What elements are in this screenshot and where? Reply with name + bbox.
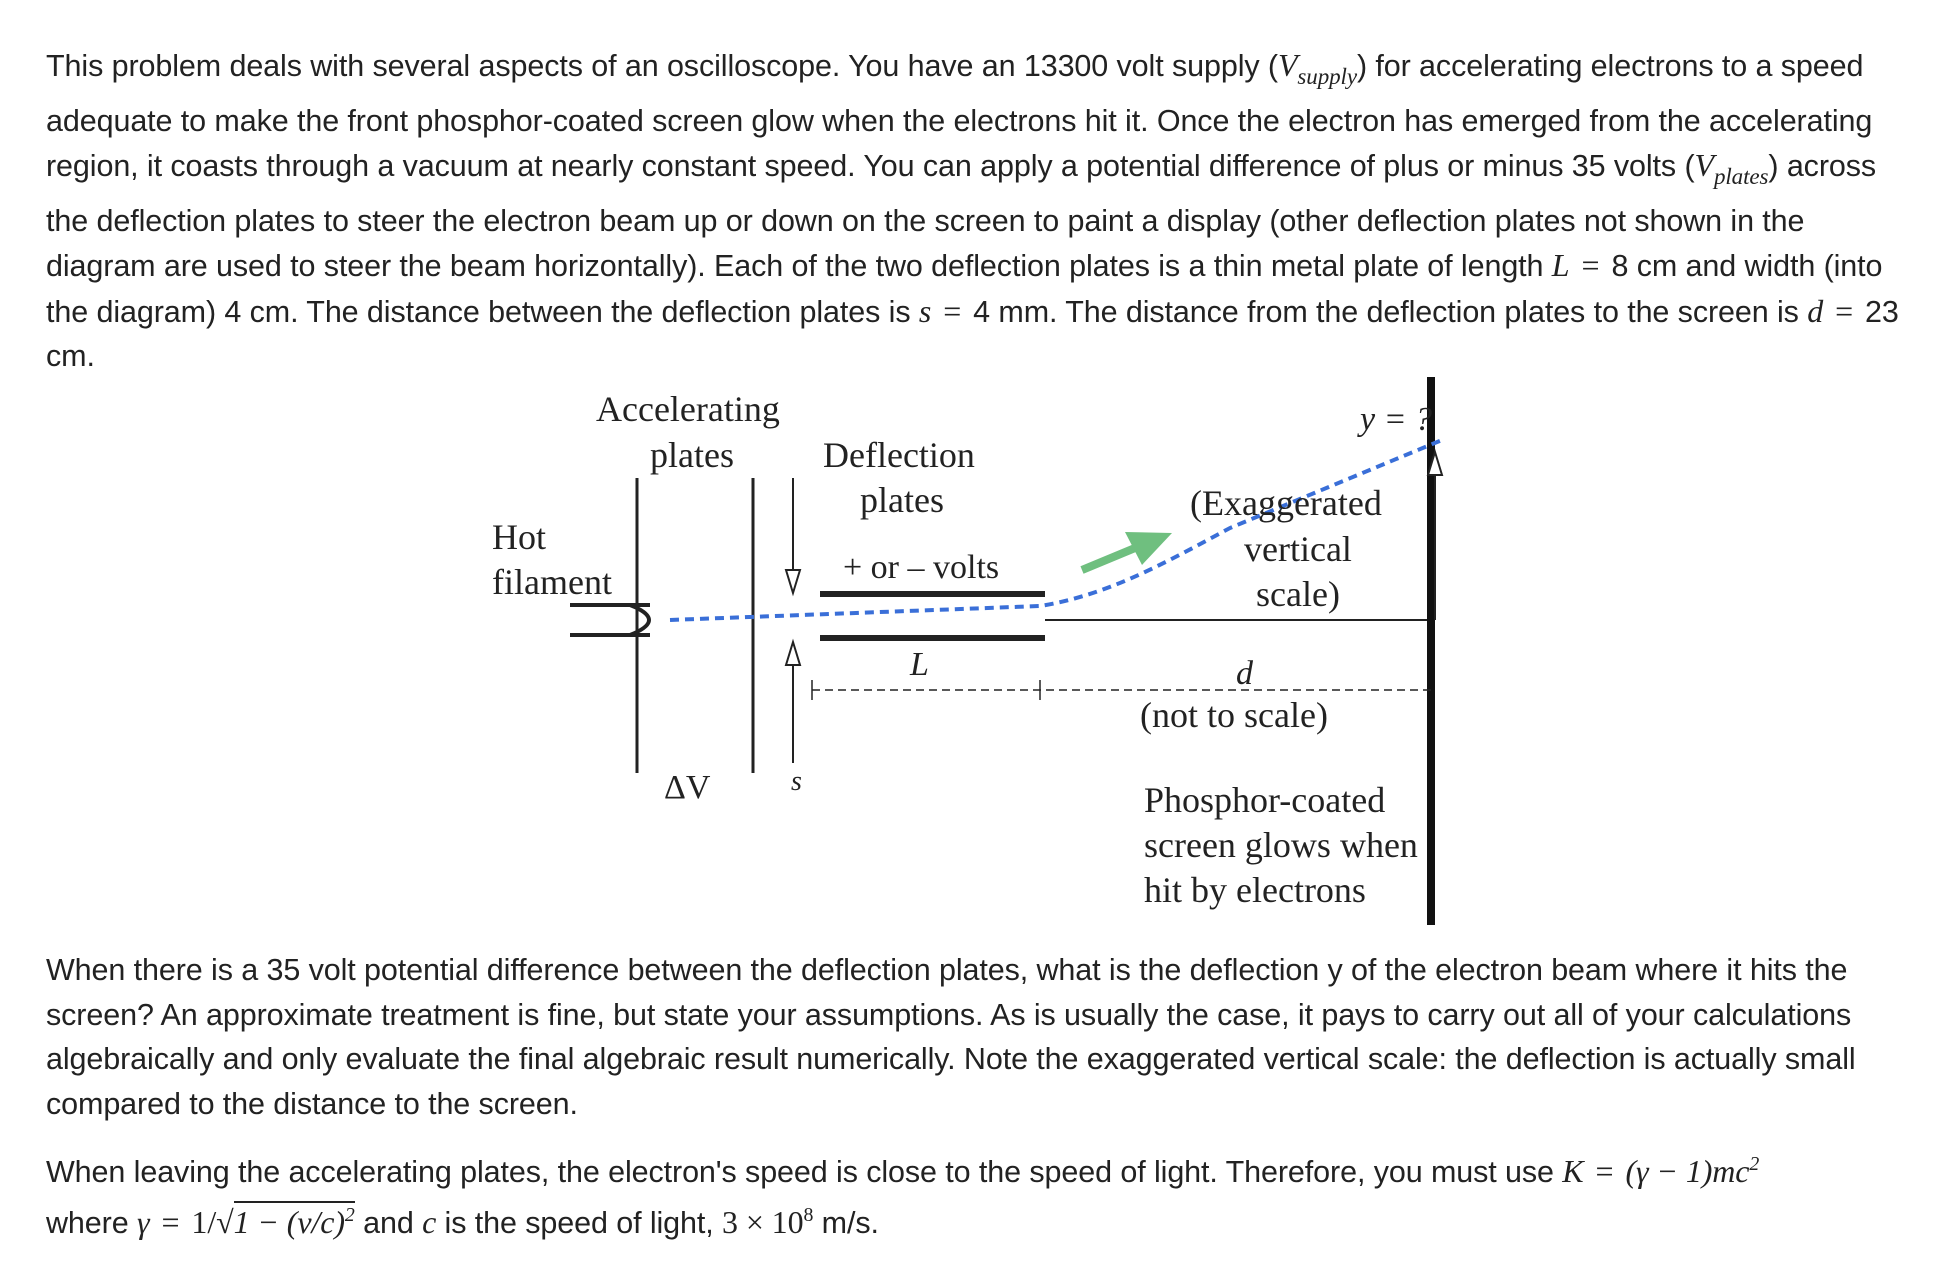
gamma-factor: (γ − 1) <box>1625 1153 1713 1189</box>
label-s: s <box>791 766 802 797</box>
intro-text-6: cm. <box>46 339 95 374</box>
label-deflection: Deflection <box>823 435 975 475</box>
c-symbol: c <box>422 1204 437 1240</box>
label-vertical: vertical <box>1244 529 1352 569</box>
c-value: $3 \times 10^8$ <box>722 1204 814 1240</box>
label-not-to-scale: (not to scale) <box>1140 695 1328 735</box>
filament-coil <box>630 605 649 635</box>
length-value: 8 <box>1611 249 1629 284</box>
label-accelerating-plates: plates <box>650 435 734 475</box>
length-symbol: L <box>1551 247 1570 284</box>
label-delta-v: ΔV <box>664 769 711 806</box>
sqrt-body: $1 - (v/c)^2$ <box>234 1201 355 1240</box>
relativity-paragraph <box>46 1146 1916 1248</box>
s-arrowhead-up <box>786 642 800 665</box>
relativity-text-2: is the speed of light, <box>436 1206 723 1240</box>
v-supply-symbol: $V_{supply}$ <box>1277 47 1357 90</box>
intro-text-3: ) across the deflection plates to steer the electron beam up or down on the screen to paint a display (other deflection plates not shown in the diagram are used to steer the beam horizontally). Each of the two deflection plates is a thin metal plate of length <box>46 149 1877 284</box>
equals-sign: = <box>1581 247 1600 284</box>
label-filament: filament <box>492 562 612 602</box>
kinetic-energy-symbol: K <box>1562 1153 1584 1189</box>
separation-symbol: s <box>918 292 932 329</box>
intro-text-1: This problem deals with several aspects of an oscilloscope. You have an 13300 volt supply ( <box>46 49 1278 83</box>
label-phosphor-2: screen glows when <box>1144 825 1418 865</box>
relativity-text-1: When leaving the accelerating plates, the electron's speed is close to the speed of light. Therefore, you must use <box>46 1155 1563 1189</box>
label-exaggerated: (Exaggerated <box>1190 483 1382 523</box>
label-scale: scale) <box>1256 574 1340 614</box>
v-plates-symbol: $V_{plates}$ <box>1694 147 1769 190</box>
label-phosphor-1: Phosphor-coated <box>1144 780 1386 820</box>
intro-text-4: cm and width (into the diagram) 4 cm. The distance between the deflection plates is <box>46 249 1883 329</box>
label-deflection-plates: plates <box>860 480 944 520</box>
relativity-and: and <box>354 1206 423 1240</box>
label-accelerating: Accelerating <box>596 389 780 429</box>
sqrt-symbol: √ <box>216 1204 234 1240</box>
label-hot: Hot <box>492 517 546 557</box>
separation-value: 4 <box>973 294 991 329</box>
equals-sign: = <box>1835 292 1854 329</box>
equals-sign: = <box>943 292 962 329</box>
relativity-units: m/s. <box>813 1206 879 1240</box>
intro-text-5: mm. The distance from the deflection plates to the screen is <box>990 294 1808 329</box>
distance-value: 23 <box>1865 294 1899 329</box>
beam-direction-arrow <box>1082 548 1135 570</box>
label-L: L <box>910 646 929 683</box>
mc-squared: $mc^2$ <box>1712 1153 1760 1189</box>
s-arrowhead-down <box>786 570 800 593</box>
label-y: y = ? <box>1360 401 1433 438</box>
intro-paragraph <box>46 43 1916 379</box>
gamma-symbol: γ <box>136 1204 150 1240</box>
label-volts: + or – volts <box>843 549 1000 586</box>
intro-text-2: ) for accelerating electrons to a speed adequate to make the front phosphor-coated screen glow when the electrons hit it. Once the electron has emerged from the accelerating region, it coasts through a vacuum at nearly constant speed. You can apply a potential difference of plus or minus 35 volts ( <box>46 49 1873 184</box>
question-paragraph: When there is a 35 volt potential difference between the deflection plates, what is the deflection y of the electron beam where it hits the screen? An approximate treatment is fine, but state your assumptions. As is usually the case, it pays to carry out all of your calculations algebraically and only evaluate the final algebraic result numerically. Note the exaggerated vertical scale: the deflection is actually small compared to the distance to the screen. <box>46 953 1856 1121</box>
label-d: d <box>1236 655 1253 692</box>
one-over: 1/ <box>191 1204 217 1240</box>
equals-sign: = <box>1595 1153 1614 1189</box>
distance-symbol: d <box>1807 292 1824 329</box>
label-phosphor-3: hit by electrons <box>1144 870 1366 910</box>
oscilloscope-diagram <box>480 362 1470 932</box>
relativity-where: where <box>46 1206 137 1240</box>
equals-sign: = <box>161 1204 180 1240</box>
